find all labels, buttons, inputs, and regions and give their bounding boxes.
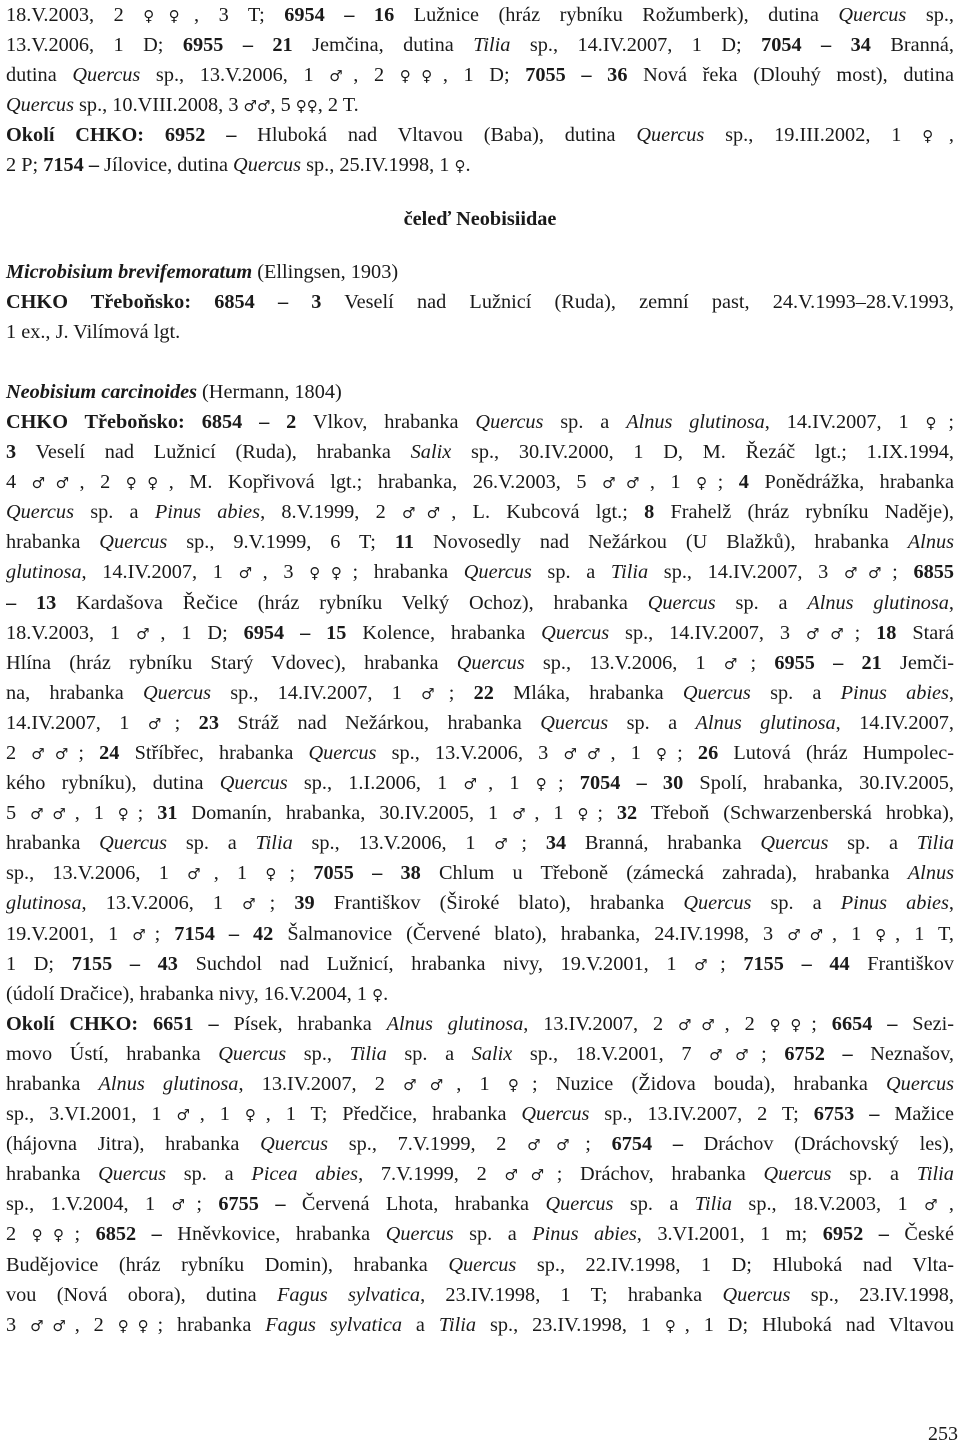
text-line: glutinosa, 13.V.2006, 1 ♂; 39 Františkov (Široké blato), hrabanka Quercus sp. a Pinus abies, bbox=[6, 892, 954, 915]
text-line: hrabanka Quercus sp., 9.V.1999, 6 T; 11 Novosedly nad Nežárkou (U Blažků), hrabanka Alnus bbox=[6, 531, 954, 554]
text-line: hrabanka Quercus sp. a Picea abies, 7.V.1999, 2 ♂♂; Dráchov, hrabanka Quercus sp. a Tilia bbox=[6, 1163, 954, 1186]
text-line: 13.V.2006, 1 D; 6955 – 21 Jemčina, dutina Tilia sp., 14.IV.2007, 1 D; 7054 – 34 Branná, bbox=[6, 34, 954, 57]
text-line: 14.IV.2007, 1 ♂; 23 Stráž nad Nežárkou, hrabanka Quercus sp. a Alnus glutinosa, 14.IV.2007, bbox=[6, 711, 954, 734]
text-line: 4 ♂♂, 2 ♀♀, M. Kopřivová lgt.; hrabanka, 26.V.2003, 5 ♂♂, 1 ♀; 4 Ponědrážka, hrabanka bbox=[6, 471, 954, 494]
page-number: 253 bbox=[928, 1423, 958, 1445]
text-line: kého rybníku), dutina Quercus sp., 1.I.2006, 1 ♂, 1 ♀; 7054 – 30 Spolí, hrabanka, 30.IV.2005, bbox=[6, 772, 954, 795]
text-line: CHKO Třeboňsko: 6854 – 3 Veselí nad Lužnicí (Ruda), zemní past, 24.V.1993–28.V.1993, bbox=[6, 290, 954, 313]
document-page bbox=[6, 0, 954, 1340]
text-line: na, hrabanka Quercus sp., 14.IV.2007, 1 ♂; 22 Mláka, hrabanka Quercus sp. a Pinus abies, bbox=[6, 681, 954, 704]
text-line: 19.V.2001, 1 ♂; 7154 – 42 Šalmanovice (Červené blato), hrabanka, 24.IV.1998, 3 ♂♂, 1 ♀, 1 T, bbox=[6, 922, 954, 945]
text-line: 5 ♂♂, 1 ♀; 31 Domanín, hrabanka, 30.IV.2005, 1 ♂, 1 ♀; 32 Třeboň (Schwarzenberská hrobka), bbox=[6, 802, 954, 825]
text-line: (údolí Dračice), hrabanka nivy, 16.V.2004, 1 ♀. bbox=[6, 982, 389, 1005]
text-line: sp., 13.V.2006, 1 ♂, 1 ♀; 7055 – 38 Chlum u Třeboně (zámecká zahrada), hrabanka Alnus bbox=[6, 862, 954, 885]
text-line: 2 P; 7154 – Jílovice, dutina Quercus sp., 25.IV.1998, 1 ♀. bbox=[6, 154, 471, 177]
text-line: 3 ♂♂, 2 ♀♀; hrabanka Fagus sylvatica a Tilia sp., 23.IV.1998, 1 ♀, 1 D; Hluboká nad Vltavou bbox=[6, 1313, 954, 1336]
text-line: 2 ♀♀; 6852 – Hněvkovice, hrabanka Quercus sp. a Pinus abies, 3.VI.2001, 1 m; 6952 – České bbox=[6, 1223, 954, 1246]
text-line: sp., 1.V.2004, 1 ♂; 6755 – Červená Lhota, hrabanka Quercus sp. a Tilia sp., 18.V.2003, 1 ♂, bbox=[6, 1193, 954, 1216]
text-line: sp., 3.VI.2001, 1 ♂, 1 ♀, 1 T; Předčice, hrabanka Quercus sp., 13.IV.2007, 2 T; 6753 – Mažice bbox=[6, 1103, 954, 1126]
text-line: Quercus sp., 10.VIII.2008, 3 ♂♂, 5 ♀♀, 2 T. bbox=[6, 94, 359, 117]
text-line: Okolí CHKO: 6651 – Písek, hrabanka Alnus glutinosa, 13.IV.2007, 2 ♂♂, 2 ♀♀; 6654 – Sezi- bbox=[6, 1012, 954, 1035]
text-line: 1 ex., J. Vilímová lgt. bbox=[6, 320, 181, 343]
text-line: movo Ústí, hrabanka Quercus sp., Tilia sp. a Salix sp., 18.V.2001, 7 ♂♂; 6752 – Neznašov, bbox=[6, 1042, 954, 1065]
text-line: 18.V.2003, 1 ♂, 1 D; 6954 – 15 Kolence, hrabanka Quercus sp., 14.IV.2007, 3 ♂♂; 18 Stará bbox=[6, 621, 954, 644]
text-line: vou (Nová obora), dutina Fagus sylvatica, 23.IV.1998, 1 T; hrabanka Quercus sp., 23.IV.1998, bbox=[6, 1283, 954, 1306]
text-line: – 13 Kardašova Řečice (hráz rybníku Velký Ochoz), hrabanka Quercus sp. a Alnus glutinosa, bbox=[6, 591, 954, 614]
text-line: glutinosa, 14.IV.2007, 1 ♂, 3 ♀♀; hrabanka Quercus sp. a Tilia sp., 14.IV.2007, 3 ♂♂; 6855 bbox=[6, 561, 954, 584]
family-heading: čeleď Neobisiidae bbox=[403, 207, 557, 230]
species-heading: Microbisium brevifemoratum (Ellingsen, 1903) bbox=[6, 260, 399, 283]
text-line: 3 Veselí nad Lužnicí (Ruda), hrabanka Salix sp., 30.IV.2000, 1 D, M. Řezáč lgt.; 1.IX.1994, bbox=[6, 441, 954, 464]
text-line: Quercus sp. a Pinus abies, 8.V.1999, 2 ♂♂, L. Kubcová lgt.; 8 Frahelž (hráz rybníku Naděje), bbox=[6, 501, 954, 524]
text-line: Okolí CHKO: 6952 – Hluboká nad Vltavou (Baba), dutina Quercus sp., 19.III.2002, 1 ♀, bbox=[6, 124, 954, 147]
text-line: dutina Quercus sp., 13.V.2006, 1 ♂, 2 ♀♀, 1 D; 7055 – 36 Nová řeka (Dlouhý most), dutina bbox=[6, 64, 954, 87]
text-line: Budějovice (hráz rybníku Domin), hrabanka Quercus sp., 22.IV.1998, 1 D; Hluboká nad Vlta- bbox=[6, 1253, 954, 1276]
species-heading: Neobisium carcinoides (Hermann, 1804) bbox=[6, 380, 342, 403]
text-line: 2 ♂♂; 24 Stříbřec, hrabanka Quercus sp., 13.V.2006, 3 ♂♂, 1 ♀; 26 Lutová (hráz Humpolec- bbox=[6, 741, 954, 764]
text-line: Hlína (hráz rybníku Starý Vdovec), hrabanka Quercus sp., 13.V.2006, 1 ♂; 6955 – 21 Jemči- bbox=[6, 651, 954, 674]
text-line: hrabanka Alnus glutinosa, 13.IV.2007, 2 ♂♂, 1 ♀; Nuzice (Židova bouda), hrabanka Quercus bbox=[6, 1073, 954, 1095]
text-line: hrabanka Quercus sp. a Tilia sp., 13.V.2006, 1 ♂; 34 Branná, hrabanka Quercus sp. a Tilia bbox=[6, 832, 954, 855]
text-line: 18.V.2003, 2 ♀♀, 3 T; 6954 – 16 Lužnice (hráz rybníku Rožumberk), dutina Quercus sp., bbox=[6, 4, 954, 26]
text-line: 1 D; 7155 – 43 Suchdol nad Lužnicí, hrabanka nivy, 19.V.2001, 1 ♂; 7155 – 44 Františkov bbox=[6, 952, 954, 975]
text-line: CHKO Třeboňsko: 6854 – 2 Vlkov, hrabanka Quercus sp. a Alnus glutinosa, 14.IV.2007, 1 ♀; bbox=[6, 410, 954, 433]
text-line: (hájovna Jitra), hrabanka Quercus sp., 7.V.1999, 2 ♂♂; 6754 – Dráchov (Dráchovský les), bbox=[6, 1133, 954, 1156]
